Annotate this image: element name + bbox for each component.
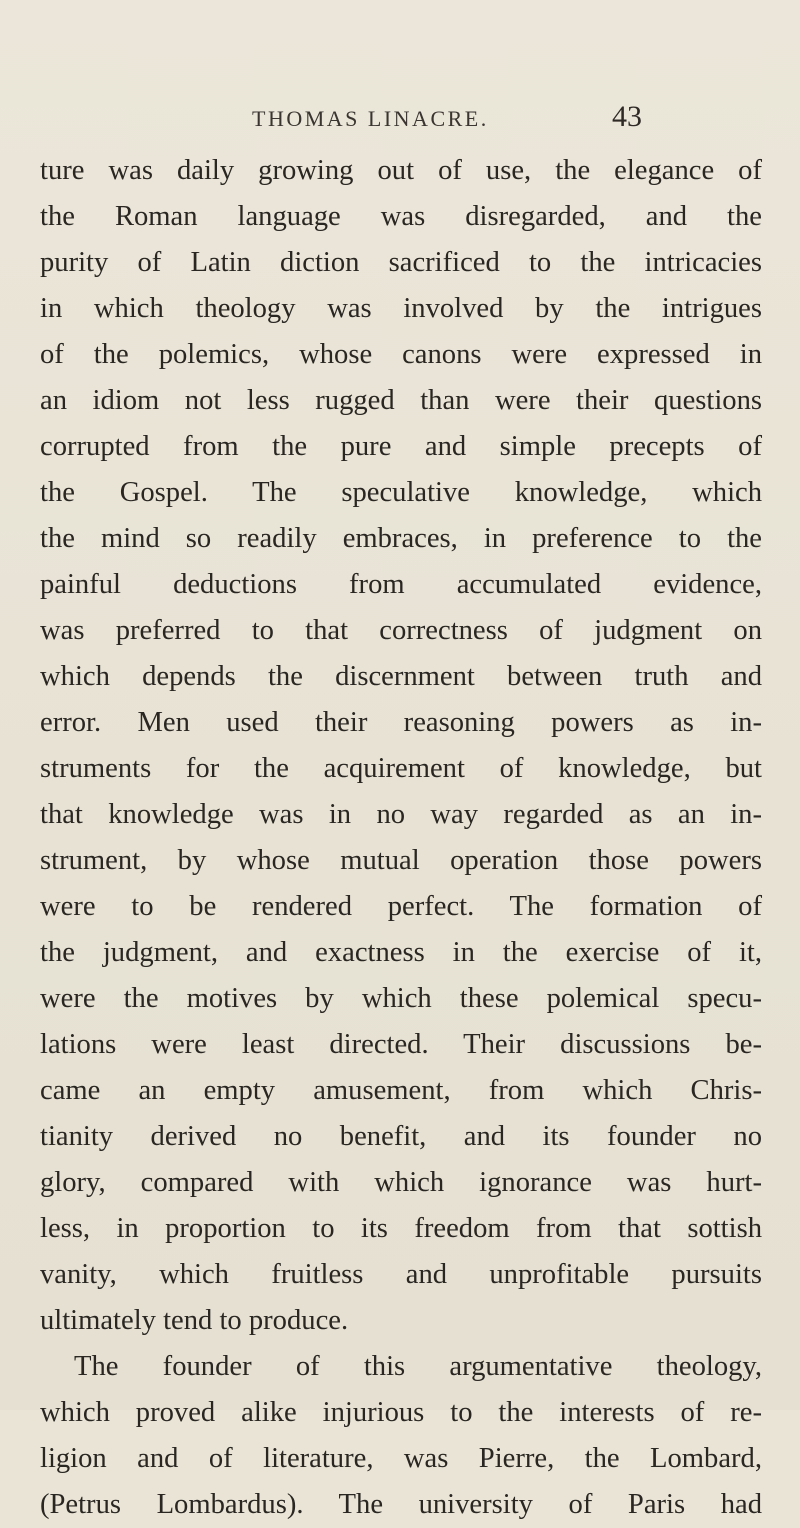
text-line: were to be rendered perfect. The formation of xyxy=(40,891,762,922)
text-line: lations were least directed. Their discussions be- xyxy=(40,1029,762,1060)
text-line: (Petrus Lombardus). The university of Paris had xyxy=(40,1489,762,1520)
text-line: of the polemics, whose canons were expressed in xyxy=(40,339,762,370)
text-line: less, in proportion to its freedom from that sottish xyxy=(40,1213,762,1244)
text-line: tianity derived no benefit, and its founder no xyxy=(40,1121,762,1152)
text-line: the mind so readily embraces, in preference to the xyxy=(40,523,762,554)
paragraph-start-line: The founder of this argumentative theology, xyxy=(74,1351,762,1382)
text-line: strument, by whose mutual operation those powers xyxy=(40,845,762,876)
text-line: an idiom not less rugged than were their questions xyxy=(40,385,762,416)
running-title: THOMAS LINACRE. xyxy=(252,106,489,131)
page-number: 43 xyxy=(612,100,642,133)
body-text xyxy=(40,148,762,1528)
page-header xyxy=(0,100,800,144)
text-line: ture was daily growing out of use, the elegance of xyxy=(40,155,762,186)
text-line: came an empty amusement, from which Chris- xyxy=(40,1075,762,1106)
text-line: vanity, which fruitless and unprofitable pursuits xyxy=(40,1259,762,1290)
paragraph-end-line: ultimately tend to produce. xyxy=(40,1305,349,1336)
text-line: ligion and of literature, was Pierre, the Lombard, xyxy=(40,1443,762,1474)
text-line: the judgment, and exactness in the exercise of it, xyxy=(40,937,762,968)
text-line: glory, compared with which ignorance was hurt- xyxy=(40,1167,762,1198)
text-line: the Gospel. The speculative knowledge, which xyxy=(40,477,762,508)
text-line: were the motives by which these polemical specu- xyxy=(40,983,762,1014)
text-line: was preferred to that correctness of judgment on xyxy=(40,615,762,646)
text-line: error. Men used their reasoning powers as in- xyxy=(40,707,762,738)
text-line: struments for the acquirement of knowledge, but xyxy=(40,753,762,784)
text-line: in which theology was involved by the intrigues xyxy=(40,293,762,324)
text-line: corrupted from the pure and simple precepts of xyxy=(40,431,762,462)
text-line: purity of Latin diction sacrificed to the intricacies xyxy=(40,247,762,278)
text-line: painful deductions from accumulated evidence, xyxy=(40,569,762,600)
text-line: the Roman language was disregarded, and the xyxy=(40,201,762,232)
text-line: which depends the discernment between truth and xyxy=(40,661,762,692)
text-line: which proved alike injurious to the interests of re- xyxy=(40,1397,762,1428)
text-line: that knowledge was in no way regarded as an in- xyxy=(40,799,762,830)
